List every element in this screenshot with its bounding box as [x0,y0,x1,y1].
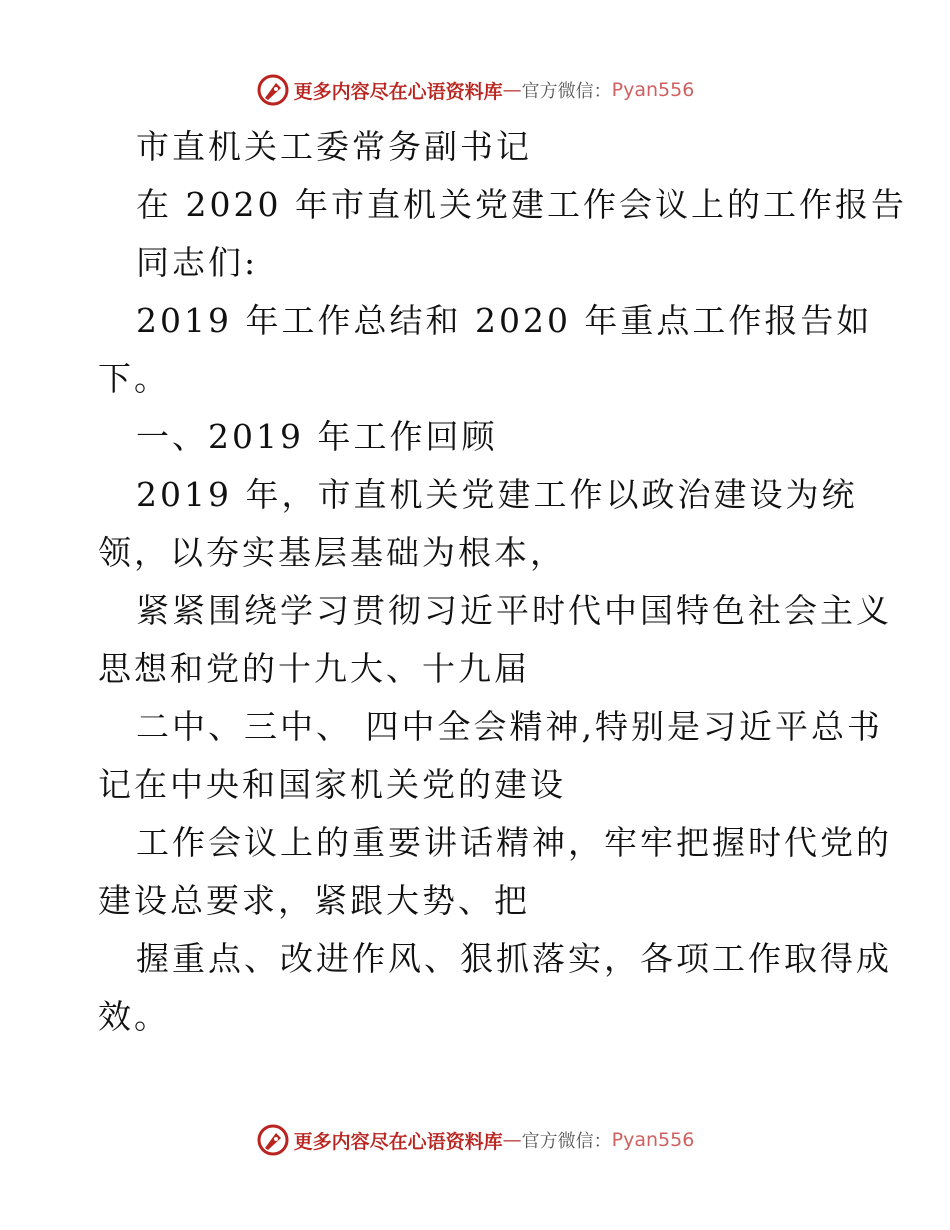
watermark-dash: — [502,79,522,101]
doc-line-author: 市直机关工委常务副书记 [136,127,532,166]
watermark-wechat-id: Pyan556 [611,1129,695,1151]
watermark-official-label: 官方微信： [521,81,612,102]
header-watermark [0,70,950,110]
pen-nib-logo-icon [256,1123,290,1157]
doc-line: 思想和党的十九大、十九届 [98,649,530,688]
doc-line-salutation: 同志们: [136,243,259,282]
doc-line: 二中、三中、 四中全会精神,特别是习近平总书 [136,707,883,746]
document-body [98,118,907,1046]
doc-line: 建设总要求，紧跟大势、把 [98,881,530,920]
doc-line: 2019 年工作总结和 2020 年重点工作报告如 [136,301,873,340]
doc-line: 下。 [98,359,170,398]
footer-watermark [0,1120,950,1160]
watermark-official-label: 官方微信： [521,1131,612,1152]
watermark-site-text: 更多内容尽在心语资料库 [293,80,503,103]
doc-line: 记在中央和国家机关党的建设 [98,765,566,804]
watermark-site-text: 更多内容尽在心语资料库 [293,1130,503,1153]
watermark-dash: — [502,1129,522,1151]
doc-line: 工作会议上的重要讲话精神，牢牢把握时代党的 [136,823,892,862]
doc-line: 2019 年，市直机关党建工作以政治建设为统 [136,475,858,514]
doc-line: 效。 [98,997,170,1036]
pen-nib-logo-icon [256,73,290,107]
doc-line: 握重点、改进作风、狠抓落实，各项工作取得成 [136,939,892,978]
doc-line: 紧紧围绕学习贯彻习近平时代中国特色社会主义 [136,591,892,630]
watermark-wechat-id: Pyan556 [611,79,695,101]
doc-section-heading: 一、2019 年工作回顾 [136,417,498,456]
doc-line: 领，以夯实基层基础为根本， [98,533,566,572]
doc-line-title: 在 2020 年市直机关党建工作会议上的工作报告 [136,185,907,224]
